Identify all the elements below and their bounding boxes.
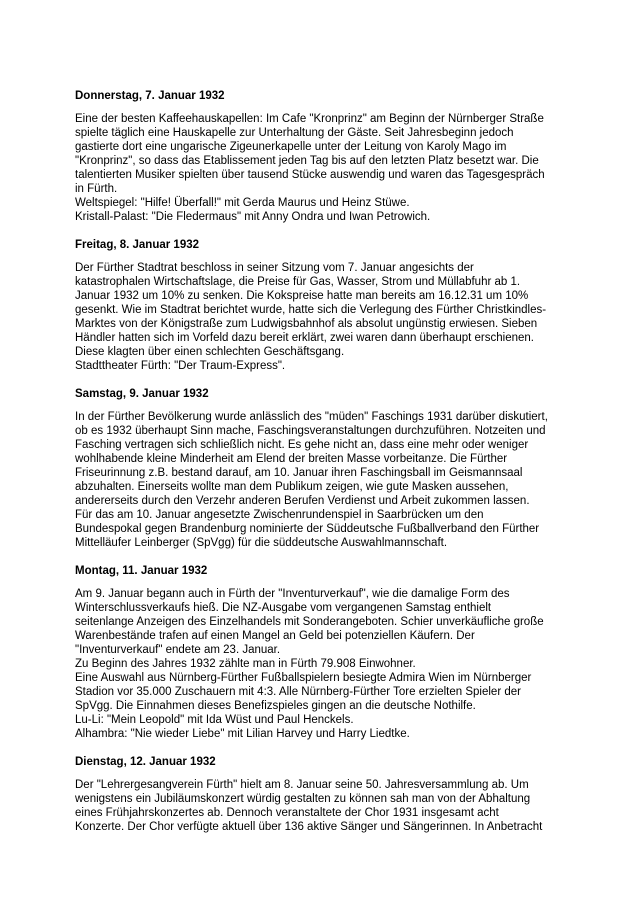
text-line: SpVgg. Die Einnahmen dieses Benefizspieles gingen an die deutsche Nothilfe.	[75, 700, 476, 712]
entry-date-heading: Freitag, 8. Januar 1932	[75, 239, 200, 251]
text-line: Marktes von der Königstraße zum Ludwigsbahnhof als absolut ungünstig erwiesen. Sieben	[75, 318, 538, 330]
text-line: ob es 1932 überhaupt Sinn mache, Faschingsveranstaltungen durchzuführen. Notzeiten und	[75, 425, 546, 437]
entry-body	[75, 587, 581, 741]
entry-body	[75, 261, 581, 373]
entry-date-heading: Dienstag, 12. Januar 1932	[75, 756, 216, 768]
text-line: Eine der besten Kaffeehauskapellen: Im Cafe "Kronprinz" am Beginn der Nürnberger Straße	[75, 113, 544, 125]
text-line: Friseurinnung z.B. bestand darauf, am 10. Januar ihren Faschingsball im Geismannsaal	[75, 467, 523, 479]
text-line: Zu Beginn des Jahres 1932 zählte man in Fürth 79.908 Einwohner.	[75, 658, 416, 670]
text-line: Eine Auswahl aus Nürnberg-Fürther Fußballspielern besiegte Admira Wien im Nürnberger	[75, 672, 532, 684]
text-line: Am 9. Januar begann auch in Fürth der "Inventurverkauf", wie die damalige Form des	[75, 588, 510, 600]
text-line: wenigstens ein Jubiläumskonzert würdig gestalten zu können sah man von der Abhaltung	[75, 793, 531, 805]
text-line: Stadttheater Fürth: "Der Traum-Express".	[75, 360, 286, 372]
text-line: eines Frühjahrskonzertes ab. Dennoch veranstaltete der Chor 1931 insgesamt acht	[75, 807, 499, 819]
text-line: "Inventurverkauf" endete am 23. Januar.	[75, 644, 281, 656]
text-line: Fasching vertragen sich schließlich nicht. Es gehe nicht an, dass eine mehr oder weniger	[75, 439, 529, 451]
entry-date-heading: Samstag, 9. Januar 1932	[75, 388, 209, 400]
text-line: Der "Lehrergesangverein Fürth" hielt am 8. Januar seine 50. Jahresversammlung ab. Um	[75, 779, 529, 791]
text-line: gesenkt. Wie im Stadtrat berichtet wurde, hatte sich die Verlegung des Fürther Christkindles-	[75, 304, 547, 316]
text-line: abzuhalten. Einerseits wollte man dem Publikum zeigen, wie gute Masken aussehen,	[75, 481, 509, 493]
text-line: Winterschlussverkaufs hieß. Die NZ-Ausgabe vom vergangenen Samstag enthielt	[75, 602, 492, 614]
text-line: Der Fürther Stadtrat beschloss in seiner Sitzung vom 7. Januar angesichts der	[75, 262, 474, 274]
diary-entry	[75, 89, 581, 224]
text-line: Stadion vor 35.000 Zuschauern mit 4:3. Alle Nürnberg-Fürther Tore erzielten Spieler der	[75, 686, 521, 698]
entry-body	[75, 112, 581, 224]
diary-entry	[75, 564, 581, 741]
text-line: "Kronprinz", so dass das Etablissement jeden Tag bis auf den letzten Platz besetzt war. Die	[75, 155, 539, 167]
text-line: katastrophalen Wirtschaftslage, die Preise für Gas, Wasser, Strom und Müllabfuhr ab 1.	[75, 276, 521, 288]
text-line: Konzerte. Der Chor verfügte aktuell über 136 aktive Sänger und Sängerinnen. In Anbetracht	[75, 821, 543, 833]
text-line: Alhambra: "Nie wieder Liebe" mit Lilian Harvey und Harry Liedtke.	[75, 728, 410, 740]
text-line: Weltspiegel: "Hilfe! Überfall!" mit Gerda Maurus und Heinz Stüwe.	[75, 197, 410, 209]
entry-body	[75, 410, 581, 550]
text-line: Januar 1932 um 10% zu senken. Die Kokspreise hatte man bereits am 16.12.31 um 10%	[75, 290, 529, 302]
text-line: spielte täglich eine Hauskapelle zur Unterhaltung der Gäste. Seit Jahresbeginn jedoch	[75, 127, 514, 139]
text-line: talentierten Musiker spielten über tausend Stücke auswendig und waren das Tagesgespräch	[75, 169, 545, 181]
entry-date-heading: Montag, 11. Januar 1932	[75, 565, 208, 577]
text-line: Diese klagten über einen schlechten Geschäftsgang.	[75, 346, 345, 358]
diary-entry	[75, 387, 581, 550]
text-line: gastierte dort eine ungarische Zigeunerkapelle unter der Leitung von Karoly Mago im	[75, 141, 507, 153]
text-line: in Fürth.	[75, 183, 118, 195]
text-line: andererseits durch den Verzehr anderen Berufen Verdienst und Arbeit zukommen lassen.	[75, 495, 530, 507]
diary-entry	[75, 755, 581, 834]
entry-body	[75, 778, 581, 834]
text-line: Bundespokal gegen Brandenburg nominierte der Süddeutsche Fußballverband den Fürther	[75, 523, 540, 535]
text-line: Für das am 10. Januar angesetzte Zwischenrundenspiel in Saarbrücken um den	[75, 509, 484, 521]
text-line: Warenbestände trafen auf einen Mangel an Geld bei potenziellen Käufern. Der	[75, 630, 475, 642]
text-line: In der Fürther Bevölkerung wurde anlässlich des "müden" Faschings 1931 darüber diskutiert,	[75, 411, 548, 423]
text-line: Händler hatten sich im Vorfeld dazu bereit erklärt, zwei waren dann überhaupt erschienen.	[75, 332, 534, 344]
text-line: Kristall-Palast: "Die Fledermaus" mit Anny Ondra und Iwan Petrowich.	[75, 211, 431, 223]
text-line: seitenlange Anzeigen des Einzelhandels mit Sonderangeboten. Schier unverkäufliche große	[75, 616, 544, 628]
document-sections	[75, 89, 581, 834]
entry-date-heading: Donnerstag, 7. Januar 1932	[75, 90, 225, 102]
text-line: Mittelläufer Leinberger (SpVgg) für die süddeutsche Auswahlmannschaft.	[75, 537, 448, 549]
text-line: wohlhabende kleine Minderheit am Elend der breiten Masse vorbeitanze. Die Fürther	[75, 453, 508, 465]
diary-entry	[75, 238, 581, 373]
text-line: Lu-Li: "Mein Leopold" mit Ida Wüst und Paul Henckels.	[75, 714, 354, 726]
